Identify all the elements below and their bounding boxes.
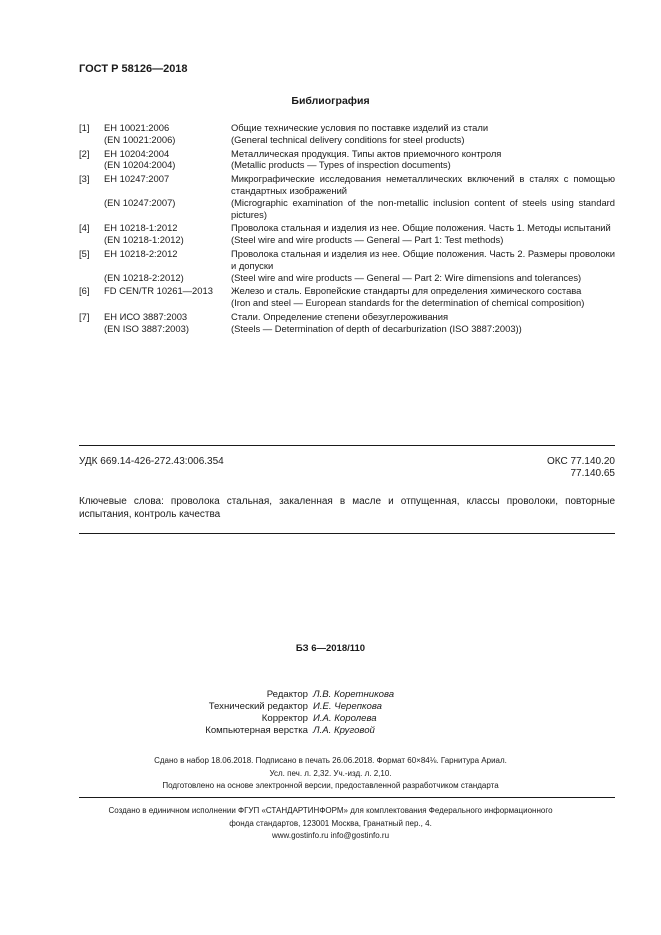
divider-top bbox=[79, 445, 615, 446]
staff-name: Л.В. Коретникова bbox=[313, 689, 395, 700]
bibliography-entry-en bbox=[79, 323, 615, 335]
staff-name: И.А. Королева bbox=[313, 713, 377, 724]
bibliography-entry bbox=[79, 311, 615, 323]
entry-title: Железо и сталь. Европейские стандарты для определения химического состава bbox=[231, 285, 582, 297]
staff-row bbox=[180, 701, 480, 713]
imprint-line: Сдано в набор 18.06.2018. Подписано в печать 26.06.2018. Формат 60×84⅛. Гарнитура Ариал. bbox=[154, 756, 507, 765]
oks-code-2: 77.140.65 bbox=[570, 467, 615, 479]
bibliography-list bbox=[79, 122, 615, 335]
entry-number: [1] bbox=[79, 122, 90, 133]
entry-code-en: (EN 10021:2006) bbox=[104, 133, 176, 145]
entry-code: EH ИСО 3887:2003 bbox=[104, 310, 188, 322]
publisher-imprint bbox=[0, 805, 661, 843]
bibliography-entry bbox=[79, 122, 615, 134]
staff-role: Технический редактор bbox=[208, 701, 308, 712]
staff-row bbox=[180, 713, 480, 725]
entry-number: [5] bbox=[79, 247, 90, 259]
imprint-line: Подготовлено на основе электронной версии, предоставленной разработчиком стандарта bbox=[162, 781, 499, 790]
entry-code-en: (EN 10218-1:2012) bbox=[104, 234, 184, 246]
staff-name: И.Е. Черепкова bbox=[313, 701, 383, 712]
entry-title-en: (Steel wire and wire products — General — Part 1: Test methods) bbox=[231, 234, 504, 246]
staff-row bbox=[180, 725, 480, 737]
entry-number: [7] bbox=[79, 310, 90, 322]
entry-code: EH 10247:2007 bbox=[104, 173, 170, 185]
entry-number: [3] bbox=[79, 173, 90, 185]
entry-number: [2] bbox=[79, 147, 90, 159]
entry-number: [4] bbox=[79, 222, 90, 234]
bibliography-entry bbox=[79, 148, 615, 160]
imprint-line: фонда стандартов, 123001 Москва, Гранатный пер., 4. bbox=[229, 818, 432, 828]
staff-role: Компьютерная верстка bbox=[205, 725, 308, 736]
bibliography-entry bbox=[79, 285, 615, 297]
bibliography-entry bbox=[79, 248, 615, 272]
imprint-line: www.gostinfo.ru info@gostinfo.ru bbox=[271, 831, 390, 840]
divider-bottom bbox=[79, 533, 615, 534]
entry-code: EH 10204:2004 bbox=[104, 147, 170, 159]
entry-title: Микрографические исследования неметаллических включений в сталях с помощью стандартных изображений bbox=[231, 173, 615, 196]
bibliography-entry-en bbox=[79, 234, 615, 246]
entry-code-en: (EN 10204:2004) bbox=[104, 159, 176, 171]
keywords: Ключевые слова: проволока стальная, закаленная в масле и отпущенная, классы проволоки, повторные испытания, контроль качества bbox=[79, 496, 615, 520]
entry-title-en: (Steels — Determination of depth of decarburization (ISO 3887:2003)) bbox=[231, 322, 522, 334]
entry-title-en: (Metallic products — Types of inspection documents) bbox=[231, 159, 451, 171]
bibliography-entry-en bbox=[79, 297, 615, 309]
entry-title-en: (General technical delivery conditions for steel products) bbox=[231, 133, 465, 145]
entry-code: EH 10218-1:2012 bbox=[104, 222, 178, 234]
entry-title: Проволока стальная и изделия из нее. Общие положения. Часть 1. Методы испытаний bbox=[231, 222, 611, 234]
entry-code: EH 10218-2:2012 bbox=[104, 247, 178, 259]
bibliography-title: Библиография bbox=[291, 95, 370, 107]
imprint-line: Создано в единичном исполнении ФГУП «СТАНДАРТИНФОРМ» для комплектования Федерального информационного bbox=[108, 806, 553, 815]
bibliography-entry-en bbox=[79, 134, 615, 146]
oks-codes bbox=[547, 456, 615, 480]
staff-row bbox=[180, 689, 480, 701]
entry-title-en: (Iron and steel — European standards for the determination of chemical composition) bbox=[231, 297, 585, 309]
staff-name: Л.А. Круговой bbox=[313, 725, 375, 736]
oks-code-1: ОКС 77.140.20 bbox=[547, 456, 615, 467]
entry-title-en: (Micrographic examination of the non-metallic inclusion content of steels using standard pictures) bbox=[231, 196, 615, 220]
staff-list bbox=[180, 689, 480, 737]
entry-code: FD CEN/TR 10261—2013 bbox=[104, 285, 213, 297]
entry-code: EH 10021:2006 bbox=[104, 122, 170, 133]
staff-role: Редактор bbox=[266, 689, 308, 700]
bz-number: БЗ 6—2018/110 bbox=[295, 643, 366, 654]
entry-code-en bbox=[104, 297, 231, 309]
bibliography-entry-en bbox=[79, 159, 615, 171]
bibliography-entry-en bbox=[79, 197, 615, 221]
entry-title: Стали. Определение степени обезуглероживания bbox=[231, 310, 449, 322]
udk-code: УДК 669.14-426-272.43:006.354 bbox=[79, 456, 224, 467]
print-imprint bbox=[0, 755, 661, 793]
bibliography-entry bbox=[79, 222, 615, 234]
document-code: ГОСТ Р 58126—2018 bbox=[79, 63, 188, 75]
entry-title: Металлическая продукция. Типы актов приемочного контроля bbox=[231, 147, 502, 159]
entry-code-en: (EN ISO 3887:2003) bbox=[104, 322, 189, 334]
entry-code-en: (EN 10247:2007) bbox=[104, 196, 176, 208]
entry-title: Общие технические условия по поставке изделий из стали bbox=[231, 122, 489, 133]
staff-role: Корректор bbox=[261, 713, 308, 724]
entry-title-en: (Steel wire and wire products — General — Part 2: Wire dimensions and tolerances) bbox=[231, 271, 582, 283]
entry-title: Проволока стальная и изделия из нее. Общие положения. Часть 2. Размеры проволоки и допуски bbox=[231, 247, 615, 271]
bibliography-entry bbox=[79, 173, 615, 197]
imprint-line: Усл. печ. л. 2,32. Уч.-изд. л. 2,10. bbox=[269, 768, 392, 778]
entry-code-en: (EN 10218-2:2012) bbox=[104, 271, 184, 283]
divider-imprint bbox=[79, 797, 615, 798]
bibliography-entry-en bbox=[79, 272, 615, 284]
entry-number: [6] bbox=[79, 285, 90, 297]
